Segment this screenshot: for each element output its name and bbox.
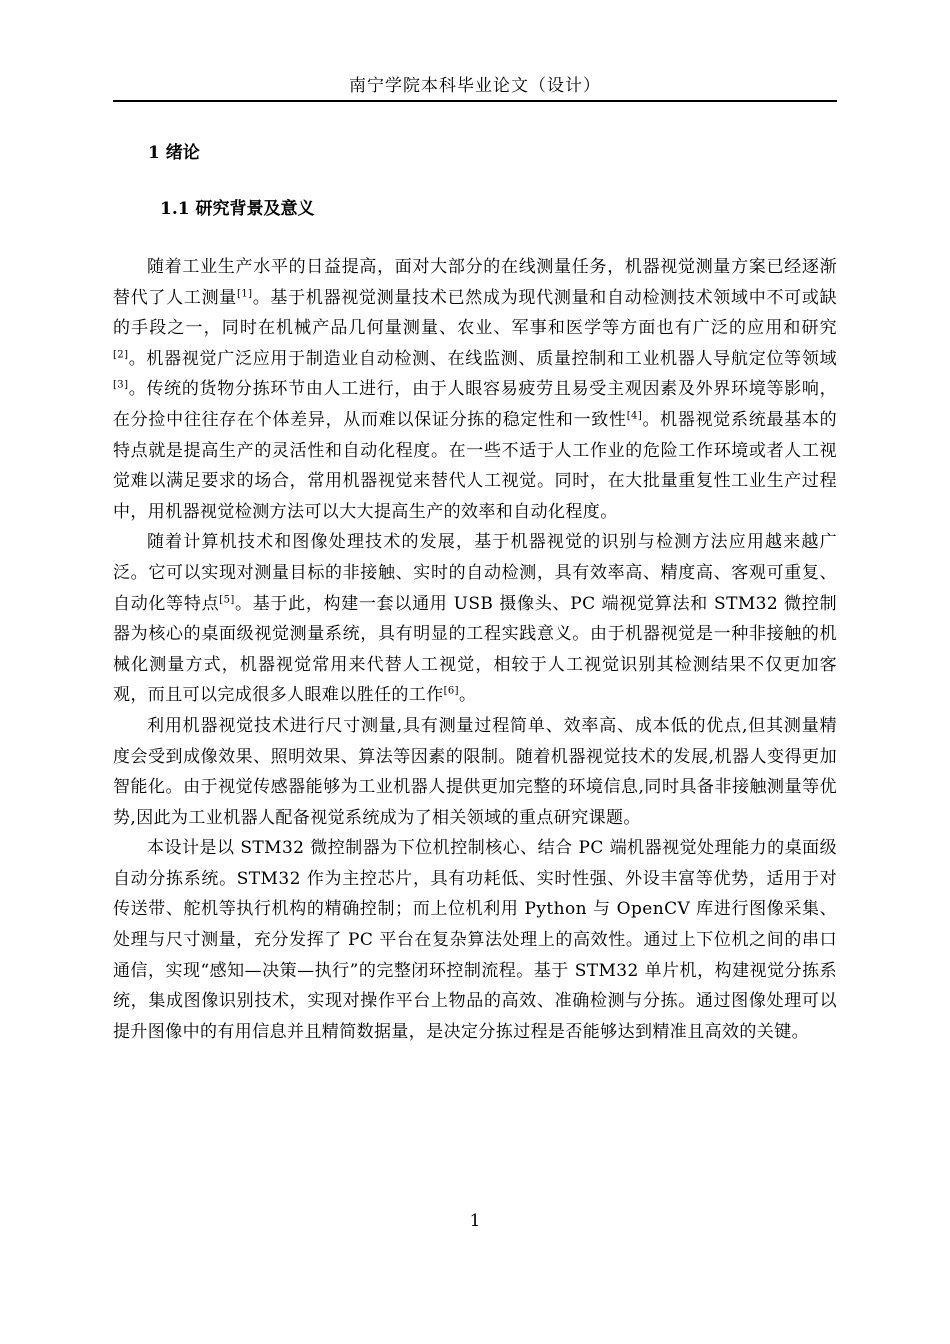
header-rule	[113, 100, 837, 102]
paragraph-1-text: 。机器视觉系统最基本的特点就是提高生产的灵活性和自动化程度。在一些不适于人工作业的危险工作环境或者人工视觉难以满足要求的场合，常用机器视觉来替代人工视觉。同时，在大批量重复性工业生产过程中，用机器视觉检测方法可以大大提高生产的效率和自动化程度。	[113, 409, 837, 522]
paragraph-1-text: 。机器视觉广泛应用于制造业自动检测、在线监测、质量控制和工业机器人导航定位等领域	[128, 348, 837, 369]
paragraph-1-text: 。传统的货物分拣环节由人工进行，由于人眼容易疲劳且易受主观因素及外界环境等影响，在分捡中往往存在个体差异，从而难以保证分拣的稳定性和一致性	[113, 379, 837, 430]
paragraph-2	[113, 527, 837, 711]
citation-6: [6]	[443, 685, 459, 697]
paragraph-1-text: 。基于机器视觉测量技术已然成为现代测量和自动检测技术领域中不可或缺的手段之一，同时在机械产品几何量测量、农业、军事和医学等方面也有广泛的应用和研究	[113, 287, 837, 339]
chapter-heading: 1 绪论	[148, 143, 200, 163]
paragraph-2-text: 。基于此，构建一套以通用 USB 摄像头、PC 端视觉算法和 STM32 微控制器为核心的桌面级视觉测量系统，具有明显的工程实践意义。由于机器视觉是一种非接触的机械化测量方式，机器视觉常用来代替人工视觉，相较于人工视觉识别其检测结果不仅更加客观，而且可以完成很多人眼难以胜任的工作	[113, 593, 837, 706]
running-header: 南宁学院本科毕业论文（设计）	[349, 76, 601, 96]
paragraph-1-text: 随着工业生产水平的日益提高，面对大部分的在线测量任务，机器视觉测量方案已经逐渐替代了人工测量	[113, 257, 837, 308]
paragraph-2-text: 。	[458, 685, 477, 706]
paragraph-2-text: 随着计算机技术和图像处理技术的发展，基于机器视觉的识别与检测方法应用越来越广泛。它可以实现对测量目标的非接触、实时的自动检测，具有效率高、精度高、客观可重复、自动化等特点	[113, 532, 837, 614]
citation-4: [4]	[626, 410, 643, 422]
citation-1: [1]	[237, 287, 253, 299]
paragraph-1	[113, 252, 837, 527]
page-number: 1	[469, 1211, 481, 1231]
paragraph-3: 利用机器视觉技术进行尺寸测量,具有测量过程简单、效率高、成本低的优点,但其测量精度会受到成像效果、照明效果、算法等因素的限制。随着机器视觉技术的发展,机器人变得更加智能化。由于视觉传感器能够为工业机器人提供更加完整的环境信息,同时具备非接触测量等优势,因此为工业机器人配备视觉系统成为了相关领域的重点研究课题。	[113, 715, 837, 828]
citation-3: [3]	[113, 379, 129, 391]
body-text	[113, 252, 837, 1047]
citation-5: [5]	[219, 593, 235, 605]
paragraph-4: 本设计是以 STM32 微控制器为下位机控制核心、结合 PC 端机器视觉处理能力的桌面级自动分拣系统。STM32 作为主控芯片，具有功耗低、实时性强、外设丰富等优势，适用于对传送带、舵机等执行机构的精确控制；而上位机利用 Python 与 OpenCV 库进行图像采集、处理与尺寸测量，充分发挥了 PC 平台在复杂算法处理上的高效性。通过上下位机之间的串口通信，实现“感知—决策—执行”的完整闭环控制流程。基于 STM32 单片机，构建视觉分拣系统，集成图像识别技术，实现对操作平台上物品的高效、准确检测与分拣。通过图像处理可以提升图像中的有用信息并且精简数据量，是决定分拣过程是否能够达到精准且高效的关键。	[113, 838, 837, 1042]
citation-2: [2]	[113, 349, 129, 361]
section-heading: 1.1 研究背景及意义	[160, 199, 315, 219]
